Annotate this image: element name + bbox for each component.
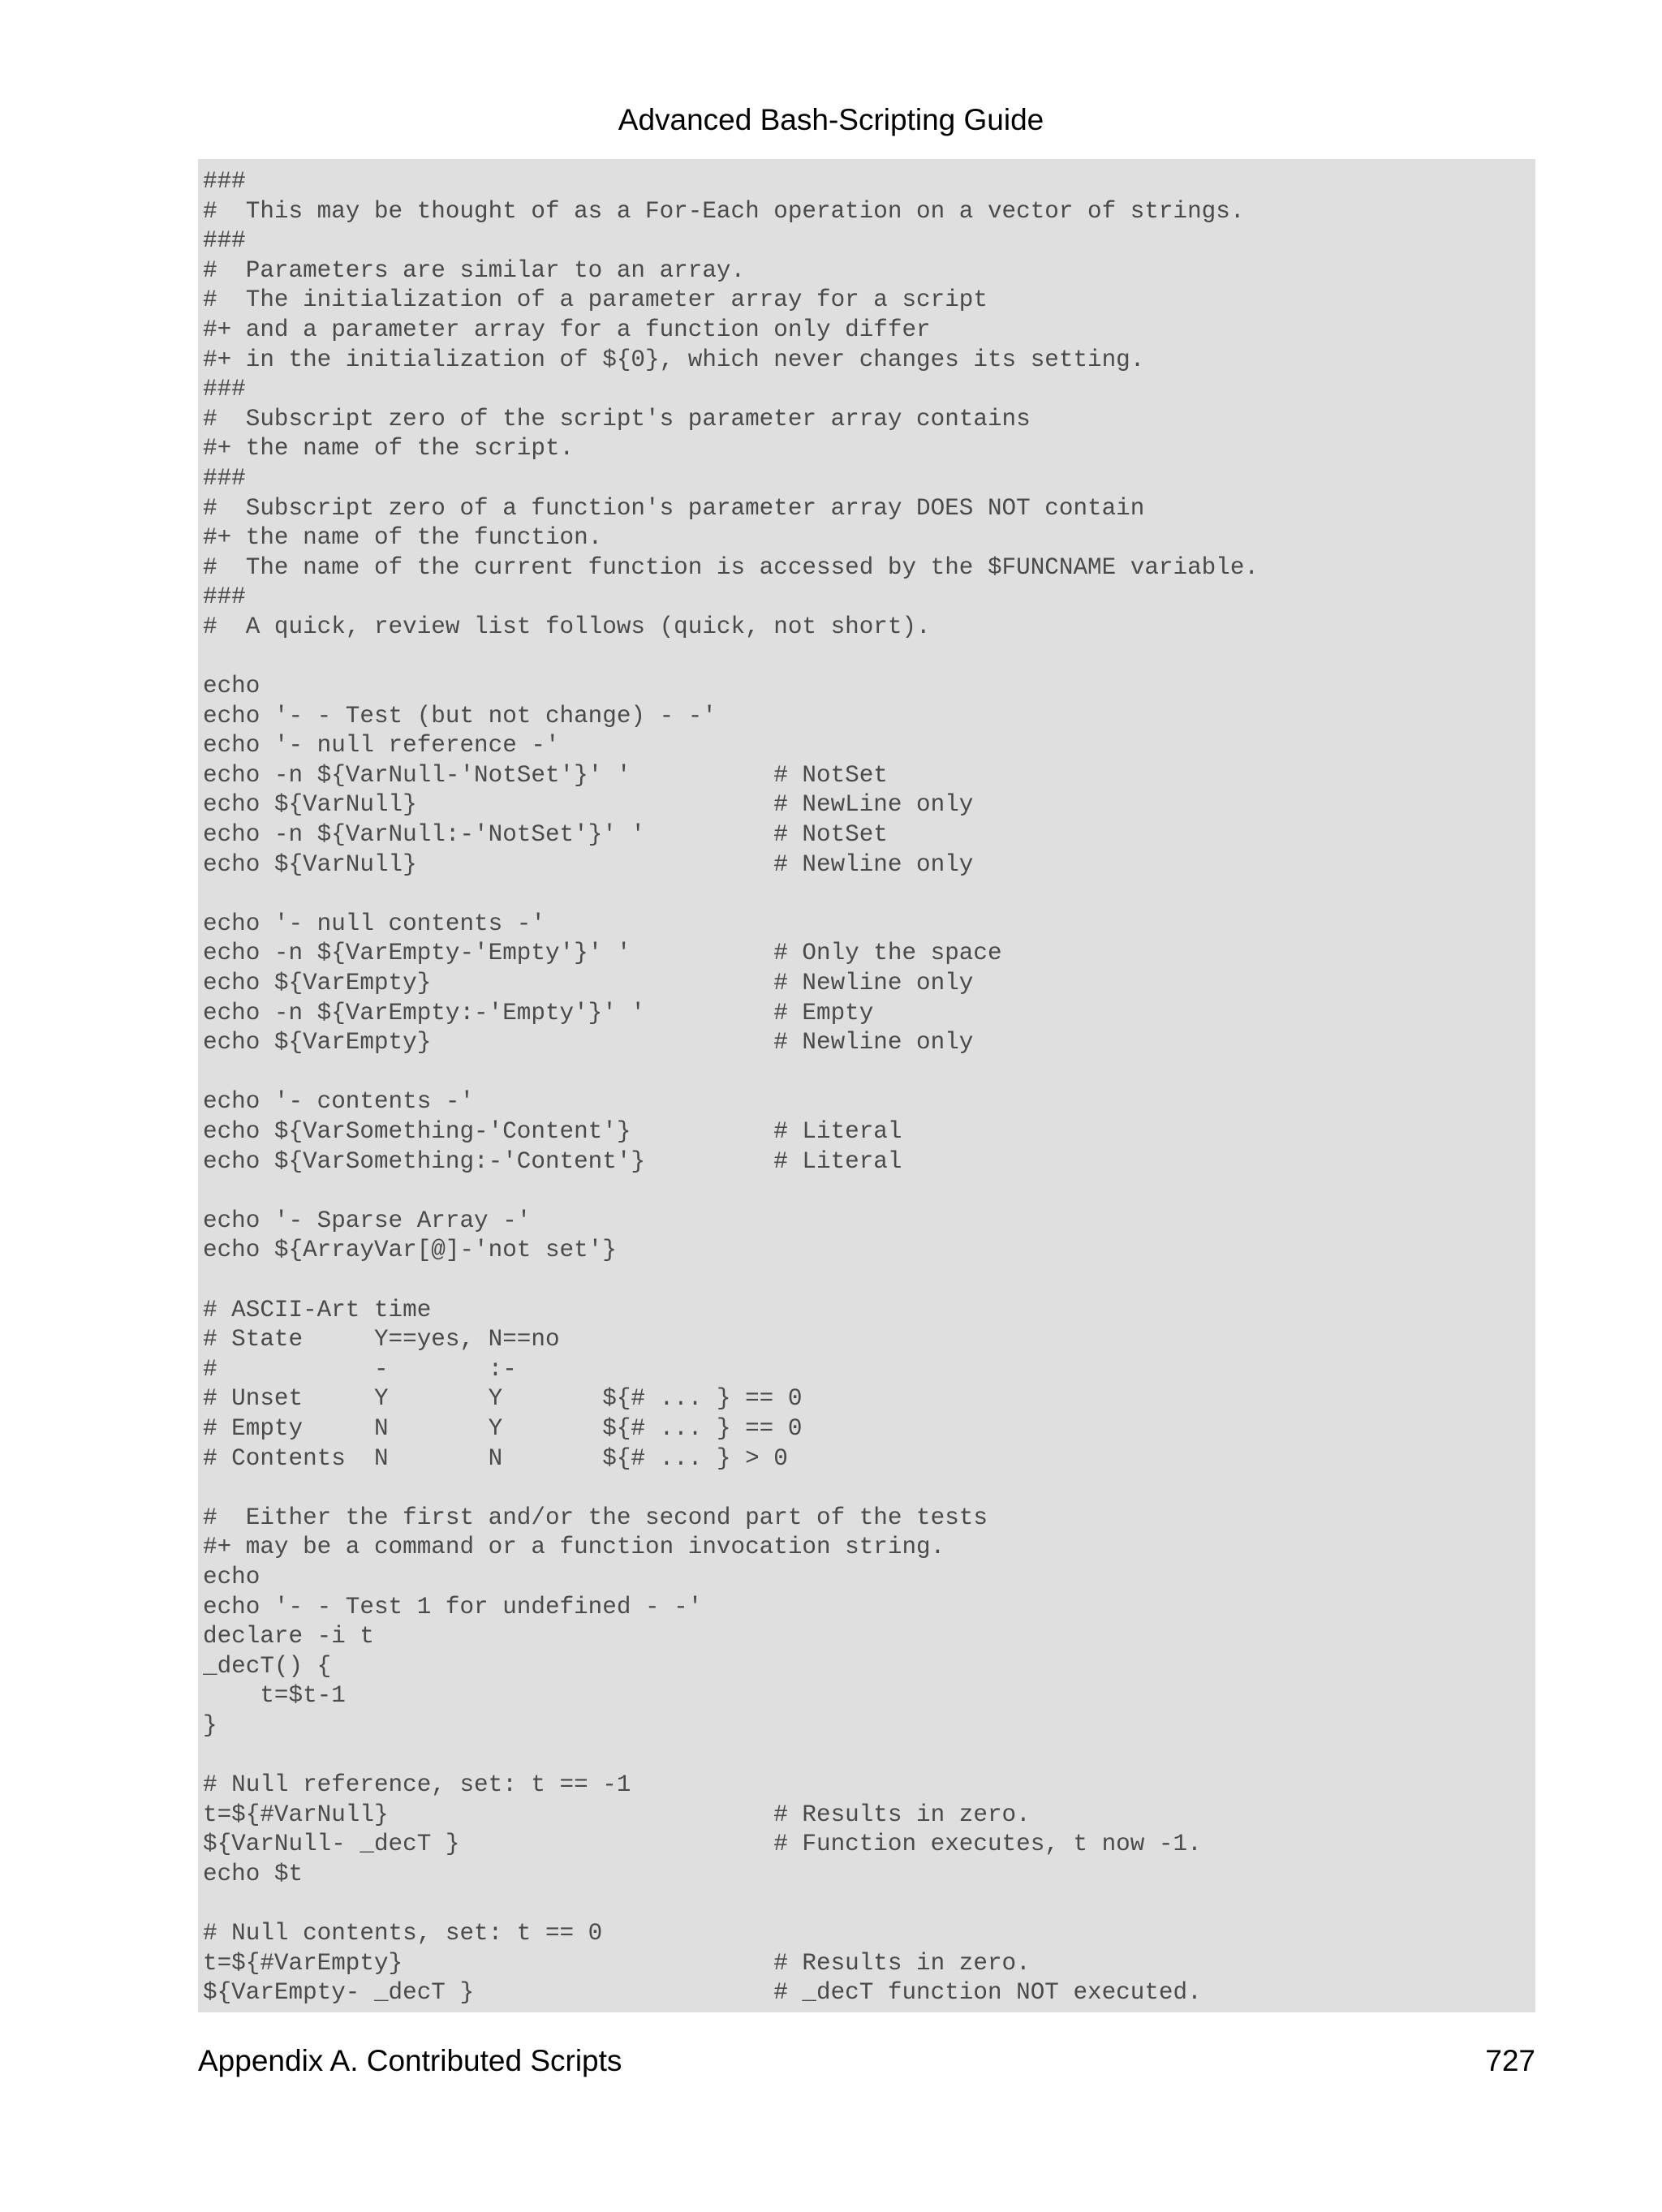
code-line: echo ${VarNull} # Newline only: [203, 850, 974, 878]
code-line: echo ${VarSomething-'Content'} # Literal: [203, 1118, 902, 1145]
code-line: declare -i t: [203, 1623, 374, 1650]
code-line: echo '- - Test (but not change) - -': [203, 702, 717, 729]
code-line: echo: [203, 1563, 260, 1590]
code-line: echo -n ${VarNull-'NotSet'}' ' # NotSet: [203, 761, 888, 789]
code-line: }: [203, 1711, 217, 1739]
code-line: #+ may be a command or a function invocation string.: [203, 1534, 945, 1561]
code-line: ${VarEmpty- _decT } # _decT function NOT executed.: [203, 1979, 1202, 2007]
footer-section-title: Appendix A. Contributed Scripts: [198, 2044, 622, 2077]
code-line: # Either the first and/or the second part of the tests: [203, 1504, 988, 1531]
code-line: [203, 1266, 1535, 1296]
code-line: # State Y==yes, N==no: [203, 1326, 560, 1353]
code-line: # This may be thought of as a For-Each operation on a vector of strings.: [203, 197, 1245, 225]
code-line: [203, 1177, 1535, 1207]
code-line: # The initialization of a parameter array for a script: [203, 286, 988, 314]
code-line: echo ${VarNull} # NewLine only: [203, 791, 974, 819]
code-line: ###: [203, 464, 246, 492]
code-line: echo '- contents -': [203, 1088, 475, 1116]
page-footer: [198, 2038, 1535, 2084]
code-line: #+ the name of the script.: [203, 435, 575, 463]
code-line: # - :-: [203, 1355, 517, 1383]
code-line: [203, 1474, 1535, 1504]
code-line: [203, 1889, 1535, 1919]
code-line: t=${#VarNull} # Results in zero.: [203, 1801, 1031, 1828]
code-line: t=$t-1: [203, 1682, 346, 1710]
code-line: # Subscript zero of the script's parameter array contains: [203, 405, 1031, 433]
page-number: 727: [1485, 2044, 1535, 2077]
code-line: echo ${VarSomething:-'Content'} # Literal: [203, 1147, 902, 1175]
code-line: [203, 1741, 1535, 1771]
code-line: # Parameters are similar to an array.: [203, 256, 746, 284]
code-line: echo: [203, 673, 260, 700]
code-line: t=${#VarEmpty} # Results in zero.: [203, 1949, 1031, 1977]
code-line: echo $t: [203, 1860, 304, 1887]
code-line: # Unset Y Y ${# ... } == 0: [203, 1385, 803, 1413]
code-line: # Contents N N ${# ... } > 0: [203, 1444, 788, 1472]
code-line: [203, 1058, 1535, 1088]
code-line: echo '- null contents -': [203, 910, 545, 937]
code-line: echo ${VarEmpty} # Newline only: [203, 1029, 974, 1057]
page-header: [0, 99, 1662, 141]
code-line: echo ${ArrayVar[@]-'not set'}: [203, 1237, 617, 1264]
code-line: #+ in the initialization of ${0}, which never changes its setting.: [203, 346, 1145, 373]
code-line: echo '- Sparse Array -': [203, 1207, 532, 1234]
code-line: ###: [203, 583, 246, 611]
code-line: [203, 880, 1535, 910]
code-line: ###: [203, 168, 246, 195]
code-line: _decT() {: [203, 1652, 332, 1680]
code-line: echo -n ${VarEmpty-'Empty'}' ' # Only the space: [203, 940, 1002, 967]
code-line: # ASCII-Art time: [203, 1296, 432, 1323]
code-line: ###: [203, 227, 246, 255]
code-line: # A quick, review list follows (quick, not short).: [203, 613, 931, 640]
code-line: #+ and a parameter array for a function only differ: [203, 316, 931, 343]
code-line: #+ the name of the function.: [203, 524, 603, 552]
code-line: # The name of the current function is accessed by the $FUNCNAME variable.: [203, 553, 1259, 581]
code-listing: [198, 159, 1535, 2012]
code-line: [203, 643, 1535, 673]
code-line: echo ${VarEmpty} # Newline only: [203, 970, 974, 997]
document-title: Advanced Bash-Scripting Guide: [618, 103, 1044, 136]
code-line: # Empty N Y ${# ... } == 0: [203, 1414, 803, 1442]
code-line: # Subscript zero of a function's parameter array DOES NOT contain: [203, 494, 1145, 522]
code-line: echo -n ${VarNull:-'NotSet'}' ' # NotSet: [203, 821, 888, 849]
code-line: ###: [203, 376, 246, 403]
code-line: # Null reference, set: t == -1: [203, 1771, 631, 1799]
code-line: echo '- null reference -': [203, 732, 560, 760]
code-line: echo -n ${VarEmpty:-'Empty'}' ' # Empty: [203, 999, 874, 1026]
code-line: # Null contents, set: t == 0: [203, 1920, 603, 1947]
code-line: ${VarNull- _decT } # Function executes, t now -1.: [203, 1831, 1202, 1858]
code-line: echo '- - Test 1 for undefined - -': [203, 1593, 703, 1620]
